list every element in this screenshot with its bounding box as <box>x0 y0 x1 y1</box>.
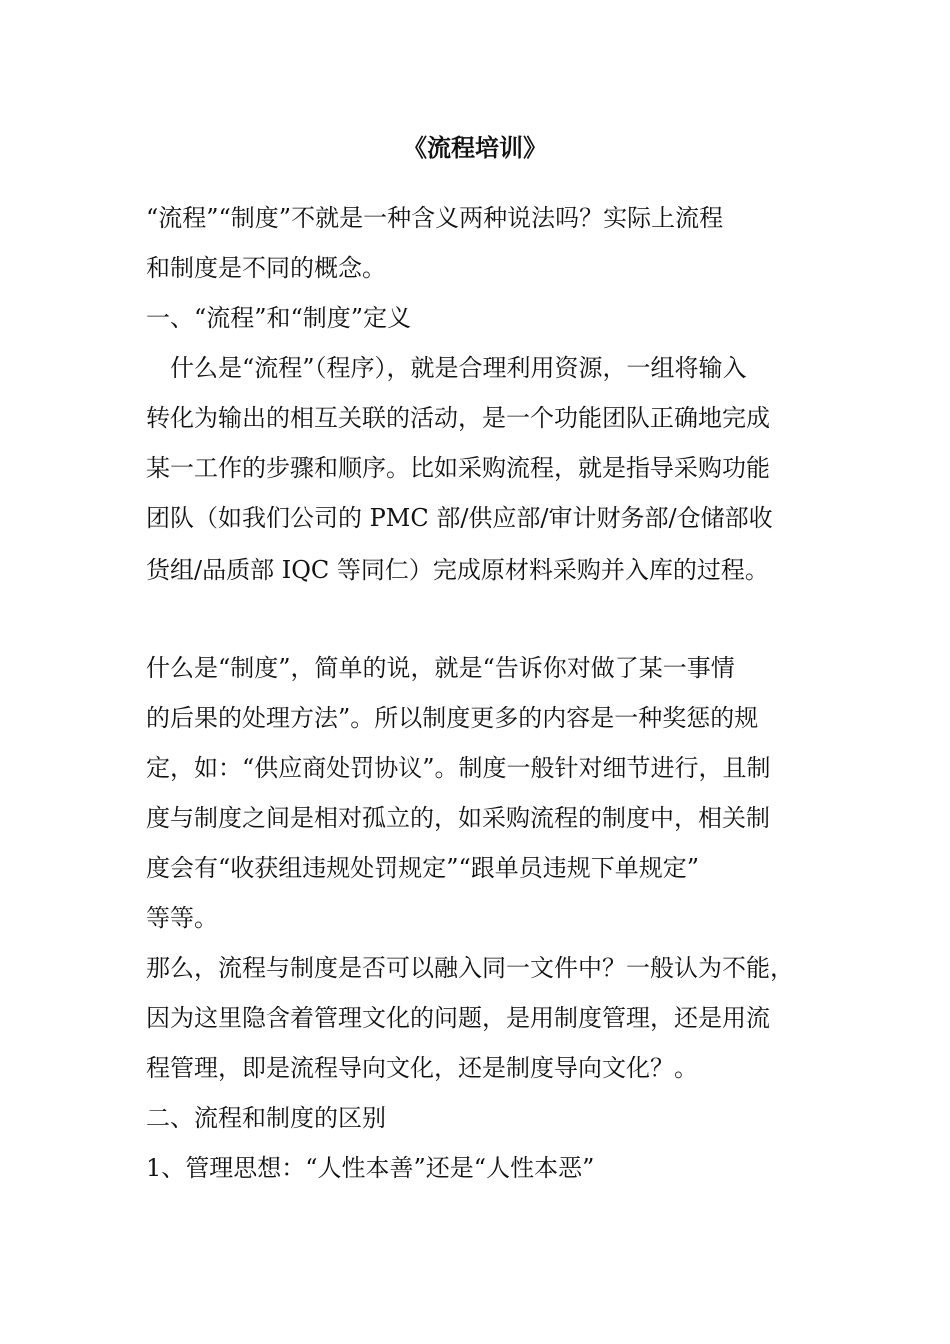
paragraph-line: 定，如：“供应商处罚协议”。制度一般针对细节进行，且制 <box>146 754 771 782</box>
paragraph-line: 和制度是不同的概念。 <box>146 254 386 282</box>
paragraph-line: 因为这里隐含着管理文化的问题，是用制度管理，还是用流 <box>146 1004 770 1032</box>
paragraph-line: 那么，流程与制度是否可以融入同一文件中？一般认为不能， <box>146 954 794 982</box>
paragraph-line: 某一工作的步骤和顺序。比如采购流程，就是指导采购功能 <box>146 454 770 482</box>
subsection-heading: 1、管理思想：“人性本善”还是“人性本恶” <box>146 1154 595 1182</box>
paragraph-line: 转化为输出的相互关联的活动，是一个功能团队正确地完成 <box>146 404 770 432</box>
paragraph-line: 等等。 <box>146 904 218 932</box>
section-heading: 二、流程和制度的区别 <box>146 1104 386 1132</box>
paragraph-line: 的后果的处理方法”。所以制度更多的内容是一种奖惩的规 <box>146 704 759 732</box>
paragraph-line: 度与制度之间是相对孤立的，如采购流程的制度中，相关制 <box>146 804 770 832</box>
paragraph-line: 什么是“制度”，简单的说，就是“告诉你对做了某一事情 <box>146 654 735 682</box>
paragraph-line: “流程”“制度”不就是一种含义两种说法吗？实际上流程 <box>146 204 724 232</box>
paragraph-line: 度会有“收获组违规处罚规定”“跟单员违规下单规定” <box>146 854 700 882</box>
paragraph-line: 程管理，即是流程导向文化，还是制度导向文化？。 <box>146 1054 698 1082</box>
section-heading: 一、“流程”和“制度”定义 <box>146 304 412 332</box>
paragraph-line: 货组/品质部 IQC 等同仁）完成原材料采购并入库的过程。 <box>146 556 769 584</box>
paragraph-line: 什么是“流程”（程序），就是合理利用资源，一组将输入 <box>146 354 747 382</box>
paragraph-line: 团队（如我们公司的 PMC 部/供应部/审计财务部/仓储部收 <box>146 504 773 532</box>
document-title: 《流程培训》 <box>403 133 547 162</box>
